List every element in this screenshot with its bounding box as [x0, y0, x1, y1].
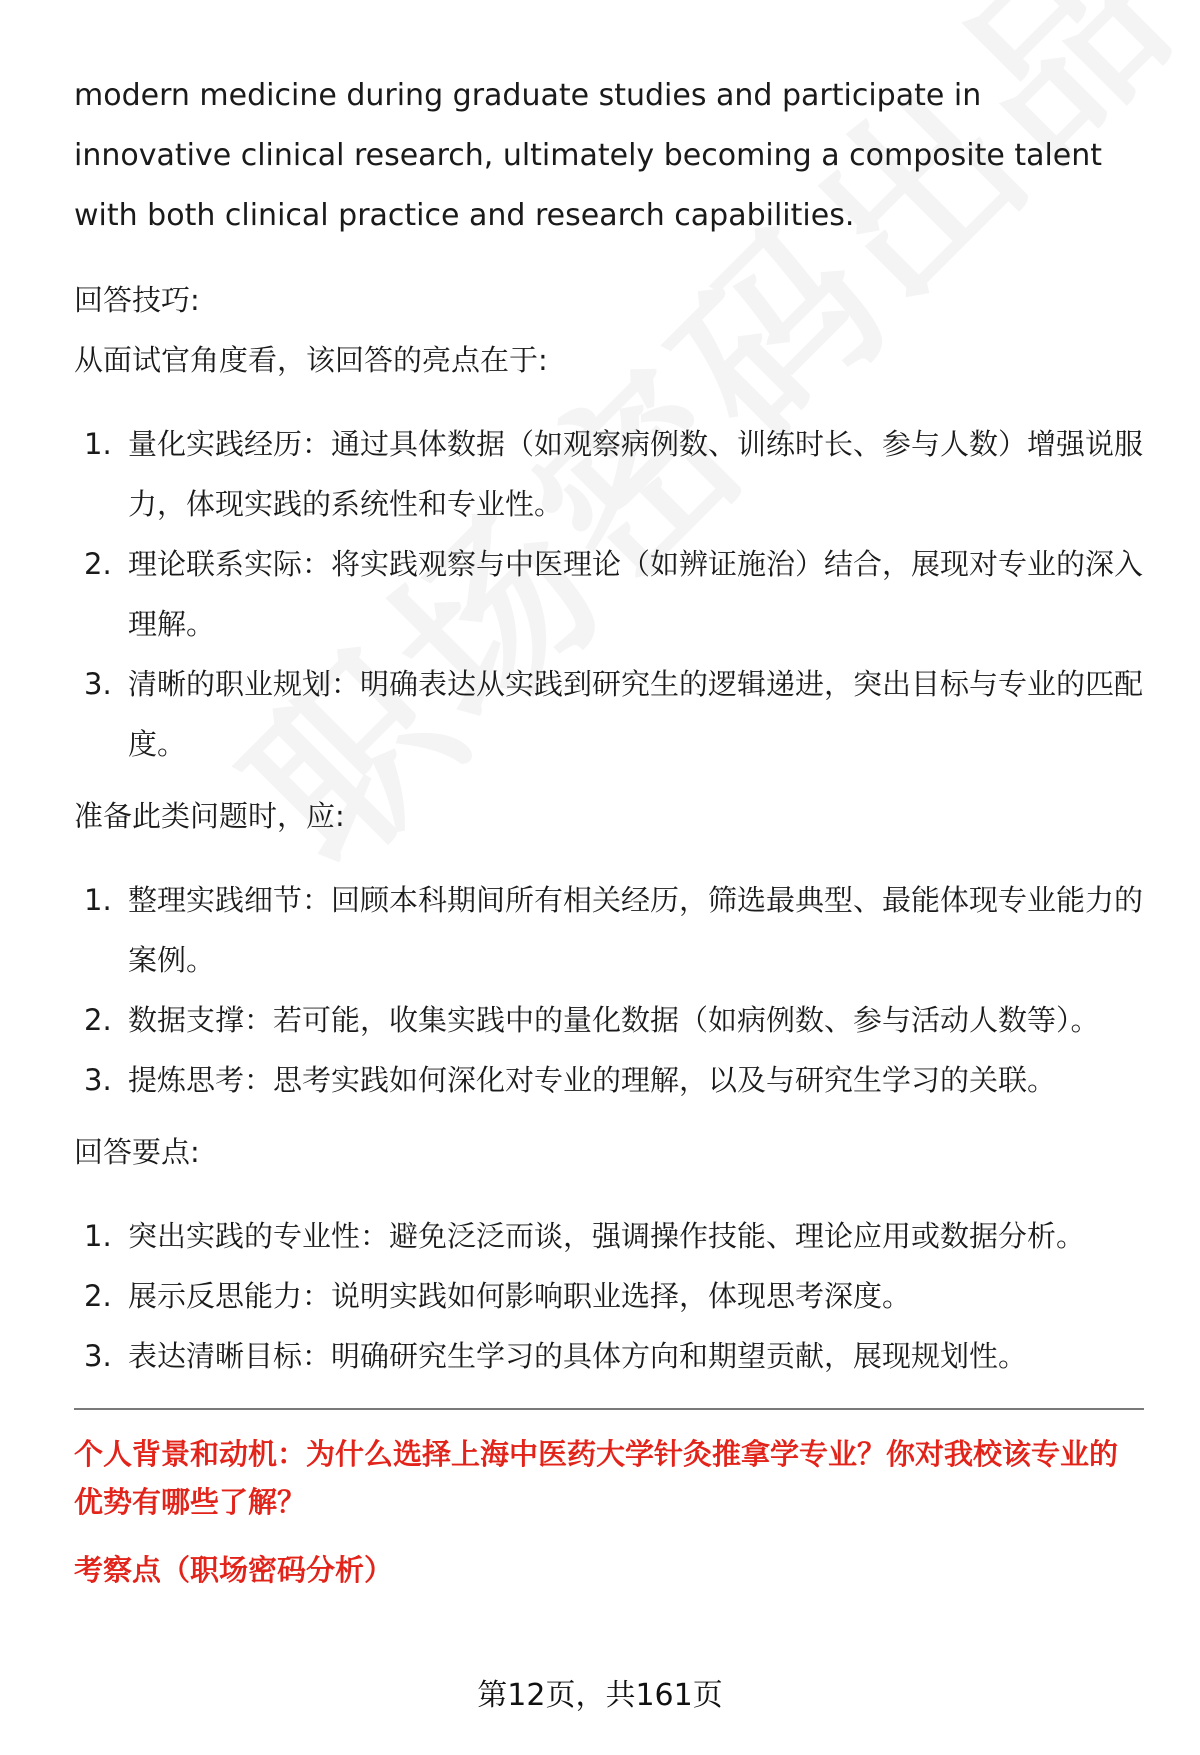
section-divider: [74, 1408, 1144, 1410]
page-number: 第12页，共161页: [477, 1678, 723, 1713]
list-item: [74, 1206, 1144, 1266]
list-number: 2.: [84, 1003, 112, 1037]
list-item: [74, 1050, 1144, 1110]
list-text: 整理实践细节：回顾本科期间所有相关经历，筛选最典型、最能体现专业能力的案例。: [128, 883, 1144, 977]
highlights-list: [74, 414, 1144, 774]
list-number: 3.: [84, 1339, 112, 1373]
list-text: 清晰的职业规划：明确表达从实践到研究生的逻辑递进，突出目标与专业的匹配度。: [128, 667, 1144, 761]
list-text: 表达清晰目标：明确研究生学习的具体方向和期望贡献，展现规划性。: [128, 1339, 1028, 1373]
document-body: [74, 66, 1144, 1594]
list-item: [74, 654, 1144, 774]
list-item: [74, 414, 1144, 534]
list-text: 突出实践的专业性：避免泛泛而谈，强调操作技能、理论应用或数据分析。: [128, 1219, 1086, 1253]
list-number: 2.: [84, 547, 112, 581]
list-item: [74, 1266, 1144, 1326]
next-question-title: 个人背景和动机：为什么选择上海中医药大学针灸推拿学专业？你对我校该专业的优势有哪些了解？: [74, 1437, 1119, 1519]
list-item: [74, 990, 1144, 1050]
list-text: 展示反思能力：说明实践如何影响职业选择，体现思考深度。: [128, 1279, 912, 1313]
prep-list: [74, 870, 1144, 1110]
intro-paragraph: modern medicine during graduate studies and participate in innovative clinical research, ultimately becoming a composite talent with both clinical practice and research capabilities.: [74, 78, 1103, 233]
list-item: [74, 534, 1144, 654]
key-points-heading: 回答要点:: [74, 1135, 200, 1169]
tips-intro: 从面试官角度看，该回答的亮点在于:: [74, 343, 548, 377]
key-points-list: [74, 1206, 1144, 1386]
prep-heading: 准备此类问题时，应:: [74, 799, 345, 833]
list-number: 1.: [84, 1219, 112, 1253]
list-text: 理论联系实际：将实践观察与中医理论（如辨证施治）结合，展现对专业的深入理解。: [128, 547, 1144, 641]
list-number: 3.: [84, 667, 112, 701]
list-item: [74, 870, 1144, 990]
list-text: 提炼思考：思考实践如何深化对专业的理解，以及与研究生学习的关联。: [128, 1063, 1057, 1097]
list-item: [74, 1326, 1144, 1386]
tips-heading: 回答技巧:: [74, 283, 200, 317]
list-text: 数据支撑：若可能，收集实践中的量化数据（如病例数、参与活动人数等）。: [128, 1003, 1100, 1037]
list-number: 1.: [84, 883, 112, 917]
list-number: 1.: [84, 427, 112, 461]
list-number: 3.: [84, 1063, 112, 1097]
list-number: 2.: [84, 1279, 112, 1313]
next-question-subhead: 考察点（职场密码分析）: [74, 1553, 394, 1587]
list-text: 量化实践经历：通过具体数据（如观察病例数、训练时长、参与人数）增强说服力，体现实践的系统性和专业性。: [128, 427, 1144, 521]
